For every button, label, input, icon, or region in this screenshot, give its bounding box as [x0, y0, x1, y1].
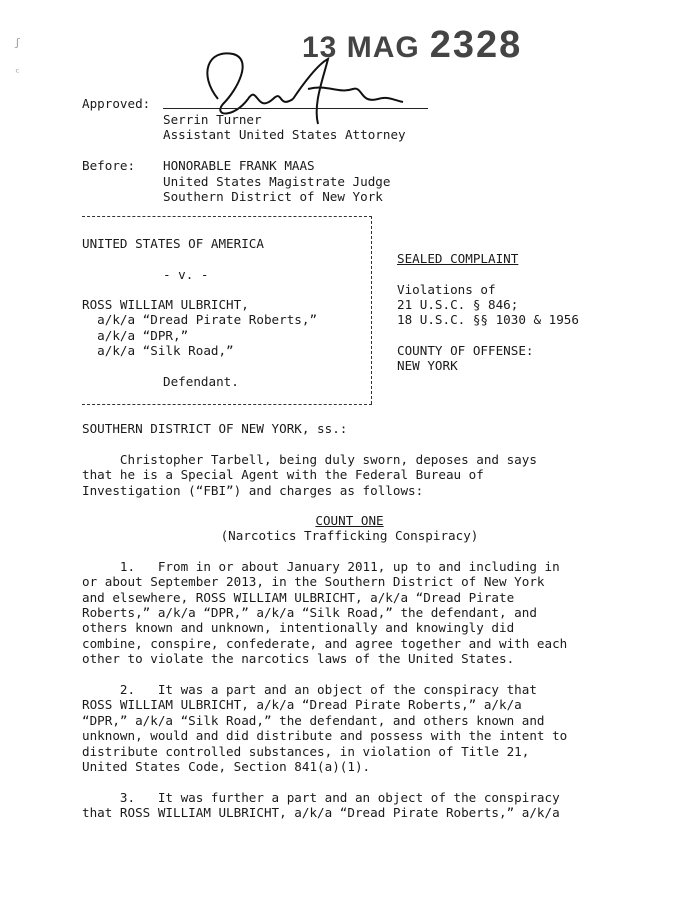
defendant-line: a/k/a “Silk Road,”: [82, 343, 234, 358]
intro-line: that he is a Special Agent with the Federal Bureau of: [82, 467, 484, 482]
judge-title: United States Magistrate Judge: [163, 174, 391, 189]
paragraph-line: other to violate the narcotics laws of the United States.: [82, 651, 515, 666]
judge-name: HONORABLE FRANK MAAS: [163, 158, 315, 173]
paragraph-line: 2. It was a part and an object of the conspiracy that: [82, 682, 537, 697]
count-subtitle: (Narcotics Trafficking Conspiracy): [220, 528, 479, 543]
paragraph-line: “DPR,” a/k/a “Silk Road,” the defendant, and others known and: [82, 713, 545, 728]
intro-line: Christopher Tarbell, being duly sworn, deposes and says: [82, 452, 537, 467]
paragraph-line: 3. It was further a part and an object of the conspiracy: [82, 790, 560, 805]
defendant-label: Defendant.: [163, 374, 239, 389]
district-venue: SOUTHERN DISTRICT OF NEW YORK, ss.:: [82, 421, 348, 436]
complaint-title: SEALED COMPLAINT: [397, 251, 519, 266]
docket-stamp-prefix: 13 MAG: [302, 31, 420, 64]
before-label: Before:: [82, 158, 136, 173]
violations-line: 21 U.S.C. § 846;: [397, 297, 519, 312]
county-label: COUNTY OF OFFENSE:: [397, 343, 534, 358]
violations-line: 18 U.S.C. §§ 1030 & 1956: [397, 312, 579, 327]
paragraph-line: Roberts,” a/k/a “DPR,” a/k/a “Silk Road,” the defendant, and: [82, 605, 537, 620]
approved-label: Approved:: [82, 96, 151, 111]
docket-stamp-number: 2328: [429, 24, 523, 66]
paragraph-line: ROSS WILLIAM ULBRICHT, a/k/a “Dread Pirate Roberts,” a/k/a: [82, 697, 522, 712]
intro-line: Investigation (“FBI”) and charges as follows:: [82, 483, 424, 498]
count-title: COUNT ONE: [315, 513, 384, 528]
defendant-line: a/k/a “Dread Pirate Roberts,”: [82, 312, 318, 327]
paragraph-line: combine, conspire, confederate, and agree together and with each: [82, 636, 568, 651]
caption-border-top: [82, 216, 372, 217]
plaintiff: UNITED STATES OF AMERICA: [82, 236, 264, 251]
violations-line: Violations of: [397, 282, 496, 297]
paragraph-line: distribute controlled substances, in violation of Title 21,: [82, 744, 530, 759]
judge-district: Southern District of New York: [163, 189, 383, 204]
versus: - v. -: [163, 267, 209, 282]
caption-border-right: [371, 216, 372, 404]
paragraph-line: unknown, would and did distribute and possess with the intent to: [82, 728, 568, 743]
margin-marks: ʃ ᶜ: [14, 36, 21, 79]
signature-line: [163, 108, 428, 109]
paragraph-line: others known and unknown, intentionally and knowingly did: [82, 620, 515, 635]
paragraph-line: United States Code, Section 841(a)(1).: [82, 759, 371, 774]
approver-name: Serrin Turner: [163, 112, 262, 127]
paragraph-line: or about September 2013, in the Southern District of New York: [82, 574, 545, 589]
defendant-line: a/k/a “DPR,”: [82, 328, 189, 343]
paragraph-line: and elsewhere, ROSS WILLIAM ULBRICHT, a/k/a “Dread Pirate: [82, 590, 515, 605]
paragraph-line: 1. From in or about January 2011, up to and including in: [82, 559, 560, 574]
paragraph-line: that ROSS WILLIAM ULBRICHT, a/k/a “Dread Pirate Roberts,” a/k/a: [82, 805, 560, 820]
caption-border-bottom: [82, 404, 372, 405]
defendant-line: ROSS WILLIAM ULBRICHT,: [82, 297, 249, 312]
approver-title: Assistant United States Attorney: [163, 127, 406, 142]
county-value: NEW YORK: [397, 358, 458, 373]
